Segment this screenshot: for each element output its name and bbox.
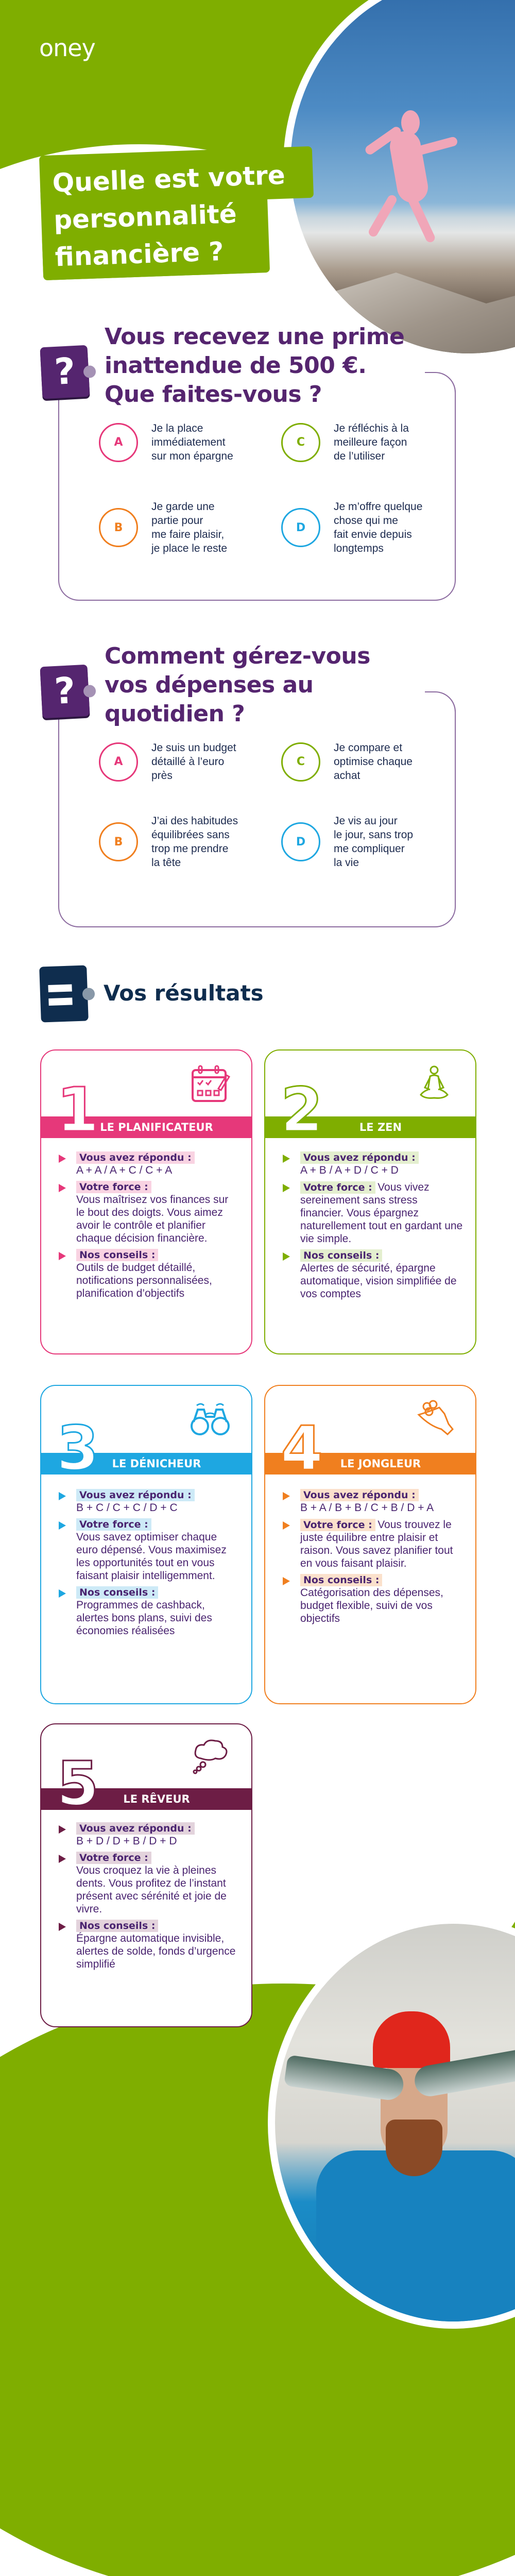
advice-text: Épargne automatique invisible, alertes de solde, fonds d’urgence simplifié	[76, 1933, 236, 1970]
answers-value: B + D / D + B / D + D	[76, 1835, 177, 1847]
advice-text: Alertes de sécurité, épargne automatique, vision simplifiée de vos comptes	[300, 1262, 457, 1300]
line: J’ai des habitudes	[151, 815, 238, 827]
line: Je la place	[151, 422, 203, 434]
line: Je vis au jour	[334, 815, 398, 827]
option-a[interactable]	[99, 741, 269, 783]
line: immédiatement	[151, 436, 226, 448]
option-c[interactable]	[281, 741, 451, 783]
card-name: LE JONGLEUR	[340, 1458, 421, 1470]
advice-label: Nos conseils :	[300, 1249, 382, 1262]
strength-label: Votre force :	[300, 1519, 375, 1531]
bullet-triangle-icon	[59, 1825, 66, 1834]
title-line: quotidien ?	[105, 701, 245, 727]
bullet-triangle-icon	[283, 1521, 290, 1530]
photo-hat	[373, 2011, 450, 2068]
option-d[interactable]	[281, 814, 451, 870]
box-corner	[425, 372, 456, 403]
line: chose qui me	[334, 515, 398, 527]
photo-shirt	[316, 2150, 515, 2329]
advice-label: Nos conseils :	[300, 1574, 382, 1586]
answers-section	[59, 1489, 239, 1514]
answers-section	[283, 1151, 463, 1177]
strength-text: Vous trouvez le juste équilibre entre plaisir et raison. Vous savez planifier tout en vous faisant plaisir.	[300, 1519, 453, 1569]
strength-text: Vous croquez la vie à pleines dents. Vous profitez de l’instant présent avec sérénité et joie de vivre.	[76, 1865, 227, 1915]
strength-text: Vous maîtrisez vos finances sur le bout des doigts. Vous aimez avoir le contrôle et planifier chaque décision financière.	[76, 1194, 229, 1244]
option-d[interactable]	[281, 500, 451, 555]
skier-arm	[416, 136, 458, 156]
answers-value: B + C / C + C / D + C	[76, 1502, 178, 1514]
advice-text: Catégorisation des dépenses, budget flexible, suivi de vos objectifs	[300, 1587, 443, 1624]
bullet-triangle-icon	[59, 1184, 66, 1192]
line: me faire plaisir,	[151, 529, 225, 540]
option-letter-d: D	[281, 508, 320, 547]
advice-section	[283, 1249, 463, 1300]
card-body	[59, 1489, 239, 1641]
hero-title-line: Quelle est votre	[52, 160, 286, 198]
bullet-triangle-icon	[59, 1155, 66, 1163]
question-2-title	[105, 642, 370, 728]
advice-section	[59, 1920, 239, 1971]
bullet-triangle-icon	[59, 1252, 66, 1260]
question-2	[41, 629, 474, 930]
option-letter-b: B	[99, 508, 138, 547]
advice-section	[283, 1574, 463, 1625]
advice-section	[59, 1249, 239, 1300]
strength-section	[59, 1518, 239, 1582]
card-name: LE DÉNICHEUR	[112, 1458, 201, 1470]
advice-label: Nos conseils :	[76, 1586, 158, 1599]
option-b[interactable]	[99, 814, 269, 870]
answers-value: B + A / B + B / C + B / D + A	[300, 1502, 434, 1514]
strength-text: Vous vivez sereinement sans stress financier. Vous épargnez naturellement tout en gardant une vie simple.	[300, 1181, 463, 1245]
option-letter-a: A	[99, 423, 138, 462]
bullet-triangle-icon	[59, 1492, 66, 1500]
skier-head	[401, 110, 420, 135]
bullet-triangle-icon	[283, 1184, 290, 1192]
card-body	[283, 1489, 463, 1629]
line: sur mon épargne	[151, 450, 233, 462]
advice-label: Nos conseils :	[76, 1249, 158, 1261]
strength-label: Votre force :	[76, 1181, 151, 1193]
title-line: Comment gérez-vous	[105, 643, 370, 669]
card-number: 5	[57, 1748, 99, 1819]
option-a[interactable]	[99, 421, 269, 463]
title-line: vos dépenses au	[105, 672, 314, 698]
title-line: inattendue de 500 €.	[105, 352, 367, 379]
photo-beard	[386, 2120, 442, 2176]
line: Je réfléchis à la	[334, 422, 409, 434]
binoculars-icon	[190, 1399, 231, 1440]
bullet-triangle-icon	[283, 1577, 290, 1585]
title-line: Vous recevez une prime	[105, 324, 405, 350]
answers-label: Vous avez répondu :	[300, 1151, 419, 1164]
bullet-triangle-icon	[59, 1521, 66, 1530]
box-corner	[425, 691, 456, 722]
line: détaillé à l’euro	[151, 756, 225, 768]
option-letter-c: C	[281, 423, 320, 462]
skier-leg	[367, 194, 399, 239]
advice-text: Outils de budget détaillé, notifications personnalisées, planification d’objectifs	[76, 1262, 212, 1299]
card-name: LE PLANIFICATEUR	[100, 1121, 213, 1133]
line: optimise chaque	[334, 756, 413, 768]
option-b[interactable]	[99, 500, 269, 555]
line: Je m’offre quelque	[334, 501, 423, 513]
option-text	[334, 421, 409, 463]
strength-section	[283, 1181, 463, 1245]
answers-label: Vous avez répondu :	[76, 1151, 195, 1164]
option-text	[151, 741, 236, 783]
bullet-triangle-icon	[283, 1155, 290, 1163]
option-text	[334, 814, 413, 870]
advice-text: Programmes de cashback, alertes bons plans, suivi des économies réalisées	[76, 1599, 212, 1637]
option-letter-d: D	[281, 822, 320, 861]
card-number: 4	[281, 1413, 323, 1484]
strength-label: Votre force :	[300, 1181, 375, 1194]
result-card-zen	[264, 1049, 476, 1354]
juggling-hand-icon	[414, 1399, 455, 1440]
option-text	[334, 500, 422, 555]
option-letter-a: A	[99, 742, 138, 782]
advice-label: Nos conseils :	[76, 1920, 158, 1932]
answers-section	[59, 1151, 239, 1177]
line: le jour, sans trop	[334, 829, 414, 841]
card-name: LE ZEN	[359, 1121, 402, 1133]
strength-label: Votre force :	[76, 1852, 151, 1864]
calendar-checklist-icon	[190, 1064, 231, 1105]
answers-section	[283, 1489, 463, 1514]
strength-section	[283, 1518, 463, 1570]
line: la tête	[151, 857, 181, 869]
equals-bar	[48, 997, 72, 1006]
card-name: LE RÊVEUR	[123, 1793, 190, 1805]
oney-logo: oney	[39, 34, 95, 62]
bullet-triangle-icon	[59, 1923, 66, 1931]
equals-icon	[39, 965, 89, 1022]
bullet-triangle-icon	[59, 1589, 66, 1598]
meditation-icon	[414, 1064, 455, 1105]
strength-label: Votre force :	[76, 1518, 151, 1531]
question-mark-icon	[40, 345, 90, 399]
line: la vie	[334, 857, 359, 869]
bullet-triangle-icon	[59, 1855, 66, 1863]
results-title: Vos résultats	[104, 980, 264, 1006]
card-body	[59, 1151, 239, 1304]
strength-section	[59, 1852, 239, 1916]
result-card-planificateur	[40, 1049, 252, 1354]
hero-title-line: financière ?	[54, 236, 225, 273]
thought-cloud-icon	[190, 1738, 231, 1779]
option-text	[151, 814, 238, 870]
bullet-triangle-icon	[283, 1492, 290, 1500]
strength-text: Vous savez optimiser chaque euro dépensé. Vous maximisez les opportunités tout en vous faisant plaisir intelligemment.	[76, 1531, 227, 1582]
option-letter-c: C	[281, 742, 320, 782]
line: Je compare et	[334, 742, 403, 754]
hero-title-box	[39, 146, 316, 280]
question-glyph: ?	[53, 349, 77, 394]
card-body	[59, 1822, 239, 1975]
hero-title-line: personnalité	[53, 199, 237, 235]
connector-dot	[82, 988, 95, 1001]
line: fait envie depuis	[334, 529, 412, 540]
answers-value: A + A / A + C / C + A	[76, 1164, 173, 1176]
result-card-reveur	[40, 1723, 252, 2027]
answers-label: Vous avez répondu :	[76, 1489, 195, 1501]
answers-section	[59, 1822, 239, 1848]
bullet-triangle-icon	[283, 1252, 290, 1261]
card-number: 1	[57, 1074, 99, 1145]
equals-bar	[48, 984, 72, 992]
skier-body	[387, 129, 430, 205]
line: près	[151, 770, 173, 782]
line: partie pour	[151, 515, 203, 527]
card-number: 3	[57, 1413, 99, 1484]
question-1-title	[105, 323, 404, 409]
option-letter-b: B	[99, 822, 138, 861]
hero-title	[52, 157, 288, 276]
answers-label: Vous avez répondu :	[76, 1822, 195, 1835]
line: achat	[334, 770, 360, 782]
answers-label: Vous avez répondu :	[300, 1489, 419, 1501]
card-number: 2	[281, 1074, 323, 1145]
strength-section	[59, 1181, 239, 1245]
line: Je garde une	[151, 501, 215, 513]
line: longtemps	[334, 543, 384, 554]
line: de l’utiliser	[334, 450, 385, 462]
answers-value: A + B / A + D / C + D	[300, 1164, 399, 1176]
result-card-denicheur	[40, 1385, 252, 1704]
option-text	[151, 500, 227, 555]
question-glyph: ?	[53, 669, 77, 713]
line: Je suis un budget	[151, 742, 236, 754]
result-card-jongleur	[264, 1385, 476, 1704]
hero-photo	[283, 0, 515, 361]
question-mark-icon	[40, 665, 90, 719]
question-1	[41, 309, 474, 603]
line: me compliquer	[334, 843, 405, 855]
line: meilleure façon	[334, 436, 407, 448]
title-line: Que faites-vous ?	[105, 381, 322, 408]
card-body	[283, 1151, 463, 1304]
option-c[interactable]	[281, 421, 451, 463]
line: je place le reste	[151, 543, 228, 554]
line: trop me prendre	[151, 843, 229, 855]
line: équilibrées sans	[151, 829, 230, 841]
option-text	[151, 421, 233, 463]
advice-section	[59, 1586, 239, 1637]
option-text	[334, 741, 413, 783]
